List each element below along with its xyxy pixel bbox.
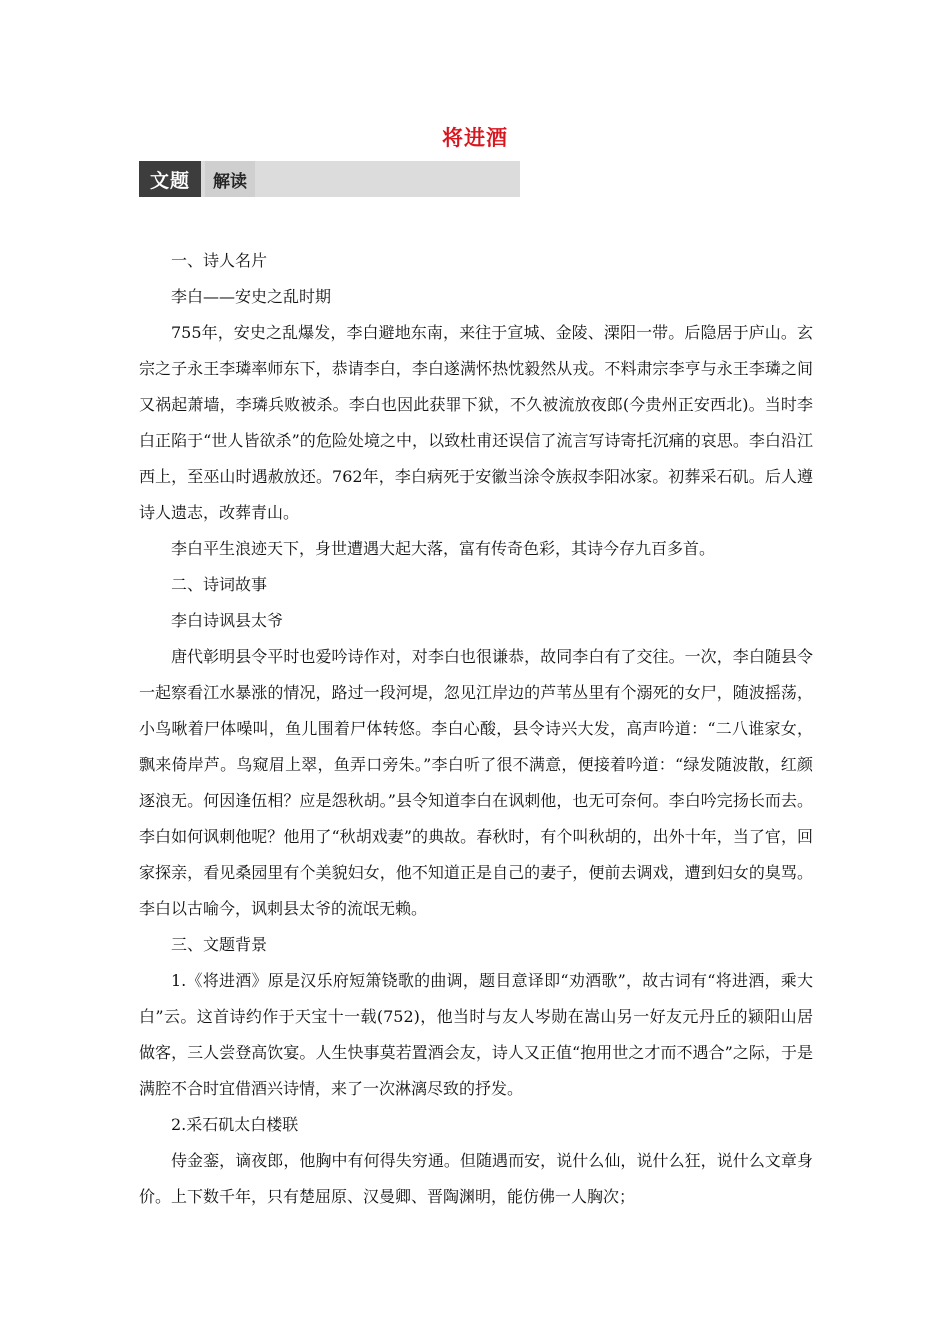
section-heading: 一、诗人名片 (171, 251, 268, 270)
banner-main-label: 文题 (139, 161, 201, 197)
paragraph: 1.《将进酒》原是汉乐府短箫铙歌的曲调，题目意译即“劝酒歌”，故古词有“将进酒，乘大白”云。这首诗约作于天宝十一载(752)，他当时与友人岑勋在嵩山另一好友元丹丘的颍阳山居做客，三人尝登高饮宴。人生快事莫若置酒会友，诗人又正值“抱用世之才而不遇合”之际，于是满腔不合时宜借酒兴诗情，来了一次淋漓尽致的抒发。 (139, 971, 813, 1098)
subheading: 李白——安史之乱时期 (171, 287, 332, 306)
section-heading: 二、诗词故事 (171, 575, 268, 594)
page-title: 将进酒 (442, 125, 508, 150)
subheading: 2.采石矶太白楼联 (171, 1115, 299, 1134)
banner-sub-label: 解读 (205, 161, 255, 197)
section-heading: 三、文题背景 (171, 935, 268, 954)
paragraph: 唐代彰明县令平时也爱吟诗作对，对李白也很谦恭，故同李白有了交往。一次，李白随县令一起察看江水暴涨的情况，路过一段河堤，忽见江岸边的芦苇丛里有个溺死的女尸，随波摇荡，小鸟啾着尸体噪叫，鱼儿围着尸体转悠。李白心酸，县令诗兴大发，高声吟道：“二八谁家女，飘来倚岸芦。鸟窥眉上翠，鱼弄口旁朱。”李白听了很不满意，便接着吟道：“绿发随波散，红颜逐浪无。何因逢伍相？应是怨秋胡。”县令知道李白在讽刺他，也无可奈何。李白吟完扬长而去。李白如何讽刺他呢？他用了“秋胡戏妻”的典故。春秋时，有个叫秋胡的，出外十年，当了官，回家探亲，看见桑园里有个美貌妇女，他不知道正是自己的妻子，便前去调戏，遭到妇女的臭骂。李白以古喻今，讽刺县太爷的流氓无赖。 (139, 647, 813, 918)
section-banner (139, 161, 520, 197)
paragraph: 755年，安史之乱爆发，李白避地东南，来往于宣城、金陵、溧阳一带。后隐居于庐山。玄宗之子永王李璘率师东下，恭请李白，李白遂满怀热忱毅然从戎。不料肃宗李亨与永王李璘之间又祸起萧墙，李璘兵败被杀。李白也因此获罪下狱，不久被流放夜郎(今贵州正安西北)。当时李白正陷于“世人皆欲杀”的危险处境之中，以致杜甫还误信了流言写诗寄托沉痛的哀思。李白沿江西上，至巫山时遇赦放还。762年，李白病死于安徽当涂令族叔李阳冰家。初葬采石矶。后人遵诗人遗志，改葬青山。 (139, 323, 813, 522)
paragraph: 侍金銮，谪夜郎，他胸中有何得失穷通。但随遇而安，说什么仙，说什么狂，说什么文章身价。上下数千年，只有楚屈原、汉曼卿、晋陶渊明，能仿佛一人胸次； (139, 1151, 813, 1206)
document-body (139, 243, 813, 1215)
subheading: 李白诗讽县太爷 (171, 611, 284, 630)
paragraph: 李白平生浪迹天下，身世遭遇大起大落，富有传奇色彩，其诗今存九百多首。 (171, 539, 716, 558)
